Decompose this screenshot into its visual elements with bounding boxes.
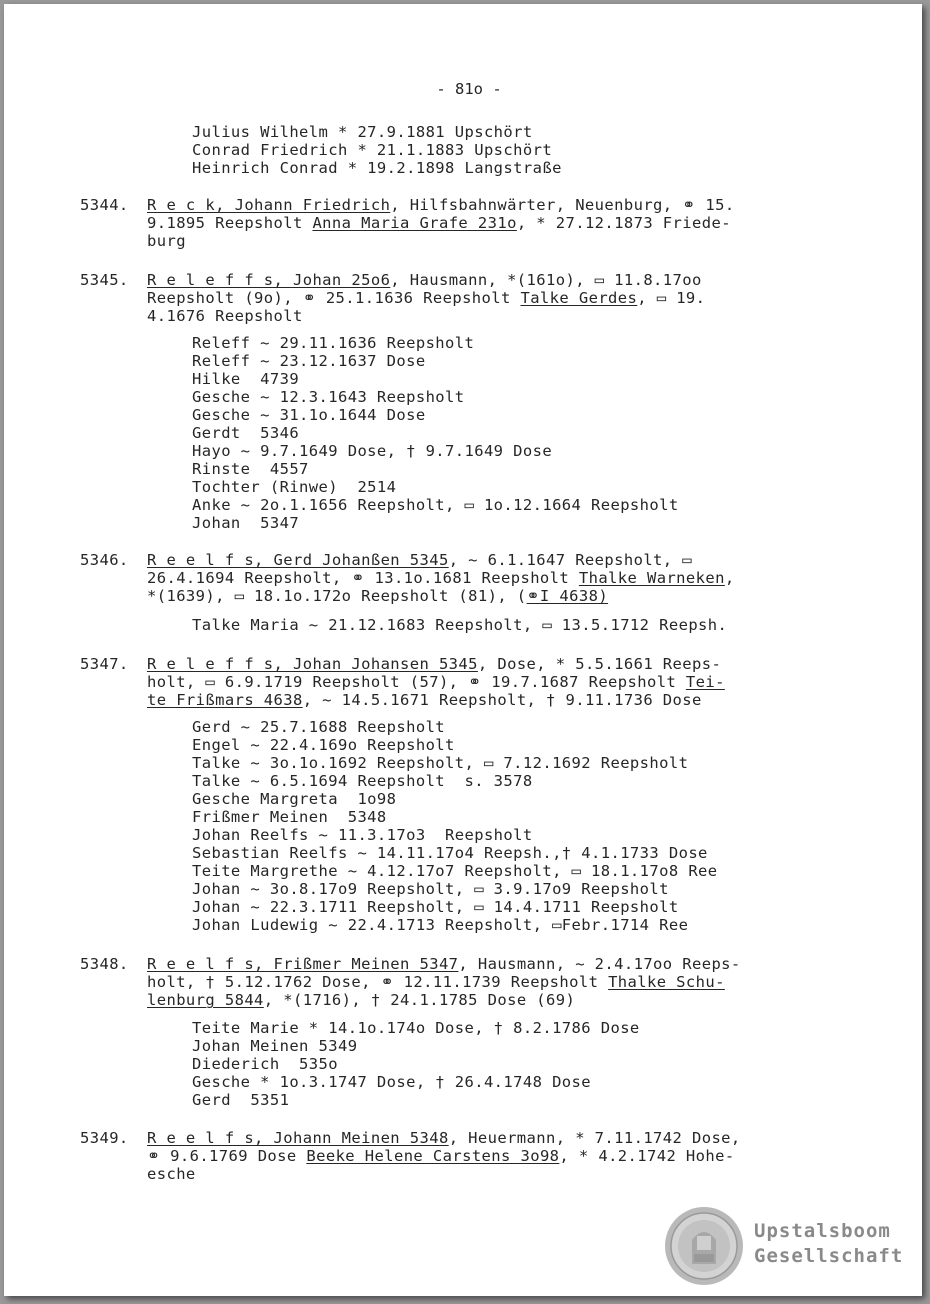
child-line: Gesche ~ 31.1o.1644 Dose	[192, 406, 426, 424]
spouse-name: Beeke Helene Carstens 3o98	[306, 1147, 560, 1165]
person-name: R e c k, Johann Friedrich	[147, 196, 391, 214]
child-line: Johan Meinen 5349	[192, 1037, 358, 1055]
child-line: Johan ~ 22.3.1711 Reepsholt, ▭ 14.4.1711 Reepsholt	[192, 898, 679, 916]
logo-line-1: Upstalsboom	[754, 1220, 891, 1242]
entry-line: burg	[147, 232, 186, 250]
page-number: - 81o -	[436, 80, 502, 98]
entry-number: 5347.	[80, 655, 129, 673]
entry-number: 5349.	[80, 1129, 129, 1147]
child-line: Diederich 535o	[192, 1055, 338, 1073]
child-line: Johan Reelfs ~ 11.3.17o3 Reepsholt	[192, 826, 533, 844]
child-line: Hilke 4739	[192, 370, 300, 388]
child-line: Gesche Margreta 1o98	[192, 790, 397, 808]
entry-line: Reepsholt (9o), ⚭ 25.1.1636 Reepsholt Talke Gerdes, ▭ 19.	[147, 289, 706, 307]
entry-line: *(1639), ▭ 18.1o.172o Reepsholt (81), (⚭I 4638)	[147, 587, 609, 605]
child-line: Releff ~ 23.12.1637 Dose	[192, 352, 426, 370]
child-line: Engel ~ 22.4.169o Reepsholt	[192, 736, 455, 754]
child-line: Tochter (Rinwe) 2514	[192, 478, 397, 496]
child-line: Johan ~ 3o.8.17o9 Reepsholt, ▭ 3.9.17o9 Reepsholt	[192, 880, 669, 898]
child-line: Hayo ~ 9.7.1649 Dose, † 9.7.1649 Dose	[192, 442, 553, 460]
child-line: Talke ~ 6.5.1694 Reepsholt s. 3578	[192, 772, 533, 790]
entry-line: lenburg 5844, *(1716), † 24.1.1785 Dose (69)	[147, 991, 576, 1009]
child-line: Heinrich Conrad * 19.2.1898 Langstraße	[192, 159, 562, 177]
person-name: R e e l f s, Frißmer Meinen 5347	[147, 955, 459, 973]
spouse-name: Anna Maria Grafe 231o	[312, 214, 517, 232]
child-line: Talke Maria ~ 21.12.1683 Reepsholt, ▭ 13.5.1712 Reepsh.	[192, 616, 728, 634]
child-line: Teite Marie * 14.1o.174o Dose, † 8.2.1786 Dose	[192, 1019, 640, 1037]
child-line: Conrad Friedrich * 21.1.1883 Upschört	[192, 141, 553, 159]
person-name: R e e l f s, Gerd Johanßen 5345	[147, 551, 449, 569]
spouse-name: Tei-	[685, 673, 725, 691]
child-line: Johan 5347	[192, 514, 300, 532]
person-name: R e e l f s, Johann Meinen 5348	[147, 1129, 449, 1147]
entry-line: R e e l f s, Gerd Johanßen 5345, ~ 6.1.1647 Reepsholt, ▭	[147, 551, 692, 569]
entry-line: R e l e f f s, Johan Johansen 5345, Dose, * 5.5.1661 Reeps-	[147, 655, 722, 673]
entry-number: 5345.	[80, 271, 129, 289]
child-line: Sebastian Reelfs ~ 14.11.17o4 Reepsh.,† 4.1.1733 Dose	[192, 844, 708, 862]
entry-line: holt, ▭ 6.9.1719 Reepsholt (57), ⚭ 19.7.1687 Reepsholt Tei-	[147, 673, 725, 691]
child-line: Rinste 4557	[192, 460, 309, 478]
entry-number: 5346.	[80, 551, 129, 569]
spouse-name: Talke Gerdes	[520, 289, 638, 307]
person-name: R e l e f f s, Johan Johansen 5345	[147, 655, 478, 673]
entry-line: ⚭ 9.6.1769 Dose Beeke Helene Carstens 3o98, * 4.2.1742 Hohe-	[147, 1147, 735, 1165]
child-line: Gerdt 5346	[192, 424, 300, 442]
spouse-name: Thalke Schu-	[608, 973, 725, 991]
entry-line: te Frißmars 4638, ~ 14.5.1671 Reepsholt, † 9.11.1736 Dose	[147, 691, 702, 709]
child-line: Teite Margrethe ~ 4.12.17o7 Reepsholt, ▭ 18.1.17o8 Ree	[192, 862, 718, 880]
entry-line: 9.1895 Reepsholt Anna Maria Grafe 231o, * 27.12.1873 Friede-	[147, 214, 731, 232]
child-line: Anke ~ 2o.1.1656 Reepsholt, ▭ 1o.12.1664 Reepsholt	[192, 496, 679, 514]
child-line: Gesche ~ 12.3.1643 Reepsholt	[192, 388, 465, 406]
entry-line: holt, † 5.12.1762 Dose, ⚭ 12.11.1739 Reepsholt Thalke Schu-	[147, 973, 725, 991]
entry-number: 5344.	[80, 196, 129, 214]
entry-line: R e l e f f s, Johan 25o6, Hausmann, *(161o), ▭ 11.8.17oo	[147, 271, 702, 289]
child-line: Julius Wilhelm * 27.9.1881 Upschört	[192, 123, 533, 141]
entry-number: 5348.	[80, 955, 129, 973]
person-name: R e l e f f s, Johan 25o6	[147, 271, 391, 289]
child-line: Gerd ~ 25.7.1688 Reepsholt	[192, 718, 446, 736]
spouse-name: Thalke Warneken	[578, 569, 725, 587]
entry-line: R e e l f s, Frißmer Meinen 5347, Hausmann, ~ 2.4.17oo Reeps-	[147, 955, 741, 973]
document-page	[4, 4, 922, 1296]
entry-line: 4.1676 Reepsholt	[147, 307, 303, 325]
entry-line: R e e l f s, Johann Meinen 5348, Heuermann, * 7.11.1742 Dose,	[147, 1129, 741, 1147]
child-line: Frißmer Meinen 5348	[192, 808, 387, 826]
child-line: Releff ~ 29.11.1636 Reepsholt	[192, 334, 475, 352]
entry-line: R e c k, Johann Friedrich, Hilfsbahnwärter, Neuenburg, ⚭ 15.	[147, 196, 735, 214]
child-line: Gesche * 1o.3.1747 Dose, † 26.4.1748 Dose	[192, 1073, 592, 1091]
society-seal-icon	[664, 1206, 744, 1286]
child-line: Gerd 5351	[192, 1091, 290, 1109]
entry-line: esche	[147, 1165, 196, 1183]
entry-line: 26.4.1694 Reepsholt, ⚭ 13.1o.1681 Reepsholt Thalke Warneken,	[147, 569, 735, 587]
logo-line-2: Gesellschaft	[754, 1245, 904, 1267]
child-line: Talke ~ 3o.1o.1692 Reepsholt, ▭ 7.12.1692 Reepsholt	[192, 754, 689, 772]
child-line: Johan Ludewig ~ 22.4.1713 Reepsholt, ▭Febr.1714 Ree	[192, 916, 689, 934]
